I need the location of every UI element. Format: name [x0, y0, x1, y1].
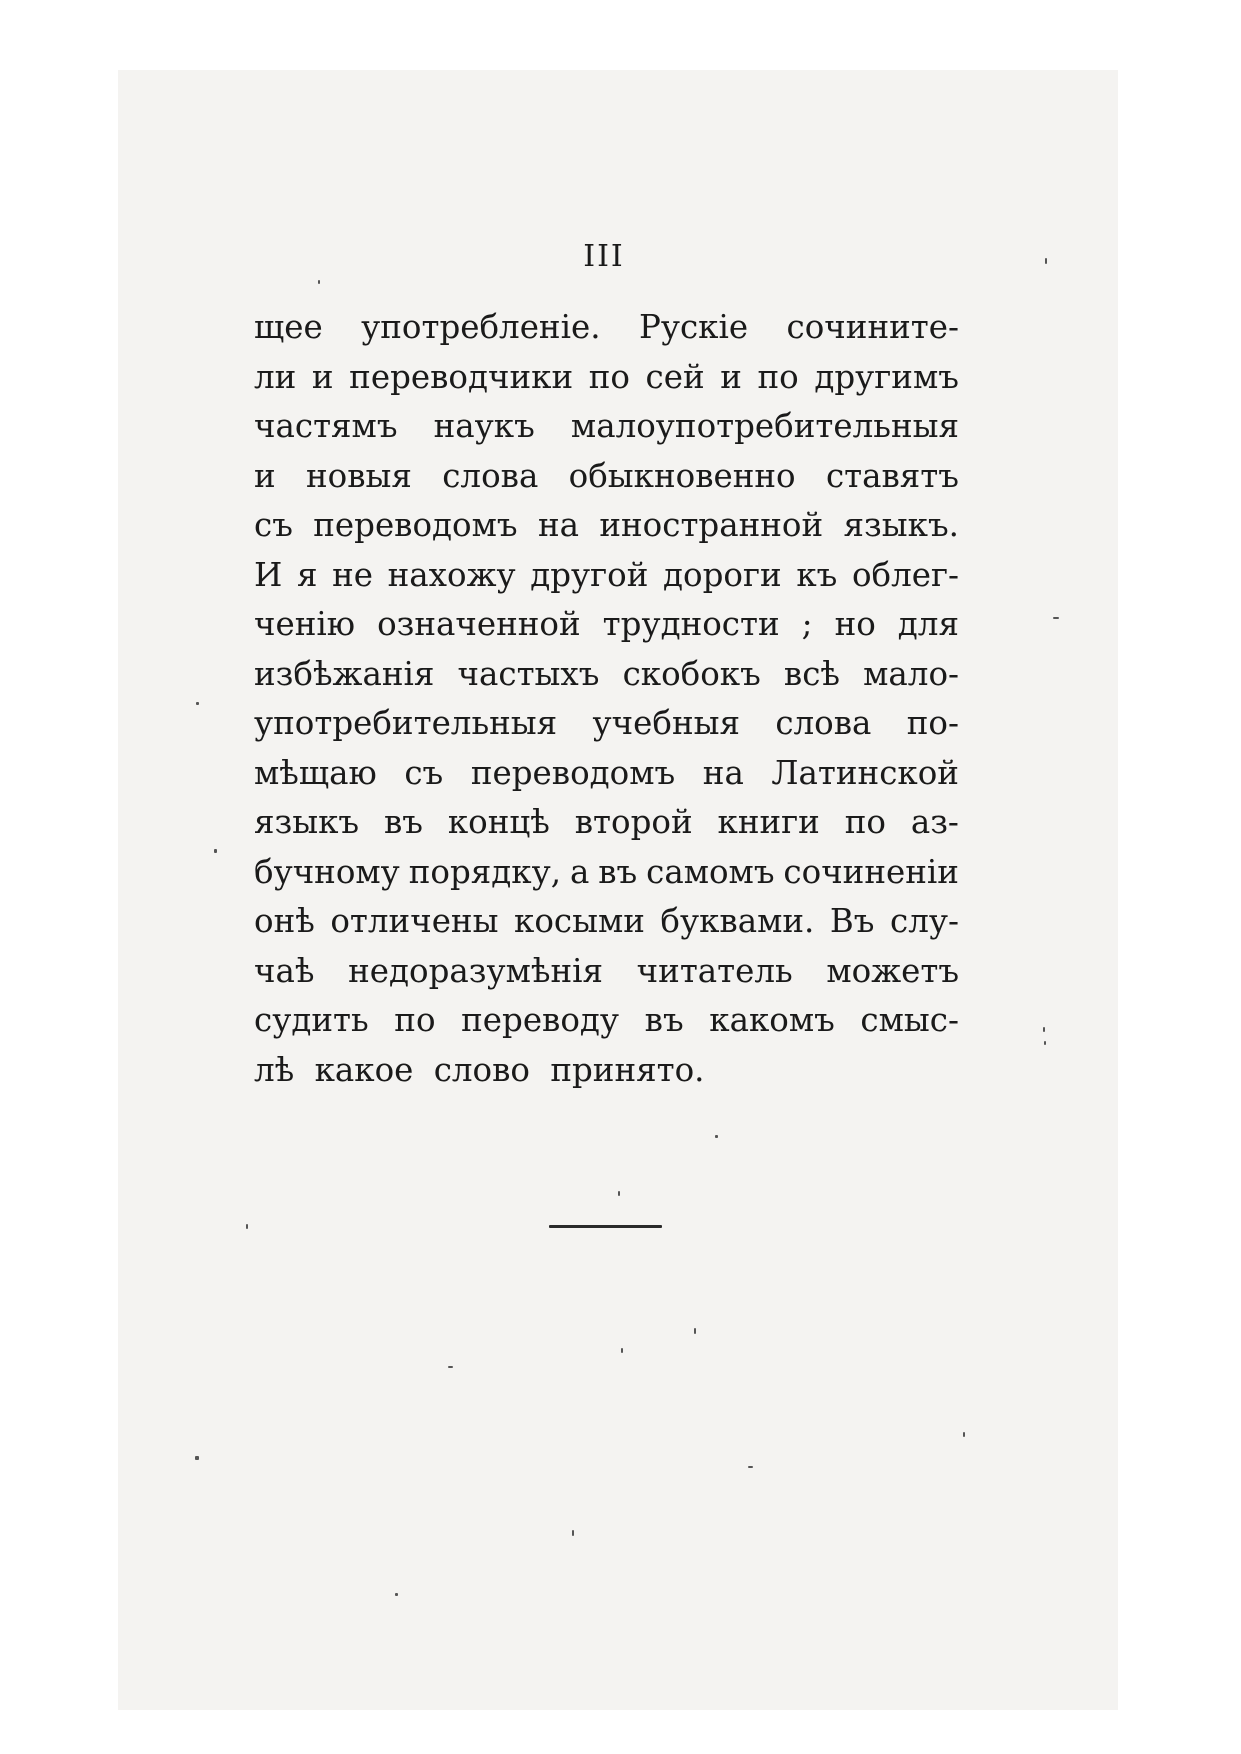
word: ставятъ [825, 456, 959, 495]
scan-speck [395, 1593, 398, 1596]
word: съ [254, 506, 293, 544]
word: переводомъ [470, 753, 676, 792]
word: въ [644, 1001, 684, 1039]
word: языкъ. [843, 506, 959, 544]
word: сей [645, 357, 705, 396]
word: но [834, 605, 876, 643]
word: языкъ [254, 803, 360, 841]
text-line: лѣ какое слово принято. [254, 1050, 705, 1089]
word: означенной [377, 605, 581, 643]
page-number: III [583, 239, 625, 274]
scan-speck [1043, 1027, 1045, 1032]
word: Въ [829, 902, 875, 940]
word: и [311, 357, 334, 396]
word: можетъ [826, 951, 959, 990]
text-line [254, 600, 959, 650]
word: аз- [910, 803, 959, 841]
word: мало- [863, 654, 959, 693]
word: онѣ [254, 902, 315, 940]
word: ченію [254, 605, 356, 643]
scan-speck [618, 1191, 620, 1196]
text-line [254, 996, 959, 1046]
text-line [254, 848, 959, 898]
word: и [720, 357, 742, 396]
word: а [569, 852, 590, 891]
scan-speck [1044, 1041, 1046, 1045]
word: учебныя [592, 704, 740, 742]
word: новыя [306, 456, 412, 495]
scan-speck [572, 1530, 574, 1536]
word: самомъ [646, 852, 775, 891]
word: не [332, 555, 374, 594]
word: наукъ [433, 407, 535, 445]
word: мѣщаю [254, 753, 377, 792]
word: переводомъ [313, 506, 518, 544]
word: къ [796, 555, 838, 594]
word: я [296, 555, 318, 594]
word: всѣ [783, 654, 841, 693]
word: чаѣ [254, 951, 315, 990]
scan-speck [195, 1456, 199, 1460]
body-text [254, 303, 959, 1095]
scan-speck [748, 1466, 753, 1468]
scan-speck [963, 1432, 965, 1437]
word: употребительныя [254, 704, 558, 742]
scan-speck [621, 1348, 623, 1353]
word: буквами. [660, 902, 815, 940]
text-line [254, 452, 959, 502]
word: на [537, 506, 579, 544]
word: косыми [514, 902, 645, 940]
word: по- [906, 704, 959, 742]
word: скобокъ [622, 654, 761, 693]
text-line [254, 897, 959, 947]
word: смыс- [860, 1001, 959, 1039]
word: обыкновенно [568, 456, 796, 495]
word: другимъ [814, 357, 959, 396]
word: сочините- [786, 308, 959, 346]
scan-speck [1053, 617, 1059, 619]
word: второй [574, 803, 693, 841]
text-line [254, 749, 959, 799]
word: по [394, 1001, 436, 1039]
scan-speck [715, 1135, 718, 1138]
word: читатель [636, 951, 793, 990]
scan-speck [694, 1328, 696, 1334]
word: отличены [330, 902, 499, 940]
word: частыхъ [457, 654, 600, 693]
scan-speck [246, 1224, 248, 1229]
word: малоупотребительныя [570, 407, 959, 445]
word: на [702, 753, 744, 792]
word: недоразумѣнія [348, 951, 604, 990]
word: порядку, [408, 852, 562, 891]
text-line [254, 353, 959, 403]
word: щее [254, 308, 323, 346]
word: нахожу [387, 555, 516, 594]
text-line [254, 650, 959, 700]
word: судить [254, 1001, 369, 1039]
word: по [844, 803, 886, 841]
word: трудности [602, 605, 780, 643]
text-line [254, 947, 959, 997]
text-line [254, 303, 959, 353]
word: Латинской [771, 753, 959, 792]
word: переводу [461, 1001, 620, 1039]
word: переводчики [349, 357, 574, 396]
text-line [254, 501, 959, 551]
word: слу- [890, 902, 959, 940]
word: по [757, 357, 799, 396]
word: бучному [254, 852, 400, 891]
word: избѣжанія [254, 654, 435, 693]
word: и [254, 456, 276, 495]
text-line [254, 798, 959, 848]
word: Рускіе [638, 308, 749, 346]
word: въ [598, 852, 638, 891]
word: ли [254, 357, 297, 396]
text-line [254, 699, 959, 749]
word: другой [530, 555, 649, 594]
end-rule [549, 1225, 662, 1228]
scan-speck [448, 1366, 453, 1368]
scan-speck [196, 702, 199, 705]
word: для [897, 605, 959, 643]
word: дороги [663, 555, 782, 594]
word: сочиненіи [783, 852, 959, 891]
word: какомъ [709, 1001, 835, 1039]
scan-speck [1045, 258, 1047, 264]
scan-speck [318, 280, 320, 284]
word: концѣ [447, 803, 550, 841]
word: облег- [851, 555, 959, 594]
word: слова [775, 704, 872, 742]
scan-speck [214, 849, 217, 853]
word: слова [442, 456, 539, 495]
word: въ [383, 803, 423, 841]
word: по [588, 357, 630, 396]
word: съ [404, 753, 444, 792]
word: употребленіе. [361, 308, 601, 346]
text-line [254, 551, 959, 601]
text-line [254, 402, 959, 452]
word: И [254, 555, 283, 594]
word: частямъ [254, 407, 398, 445]
word: ; [801, 605, 813, 643]
word: книги [717, 803, 820, 841]
word: иностранной [599, 506, 824, 544]
